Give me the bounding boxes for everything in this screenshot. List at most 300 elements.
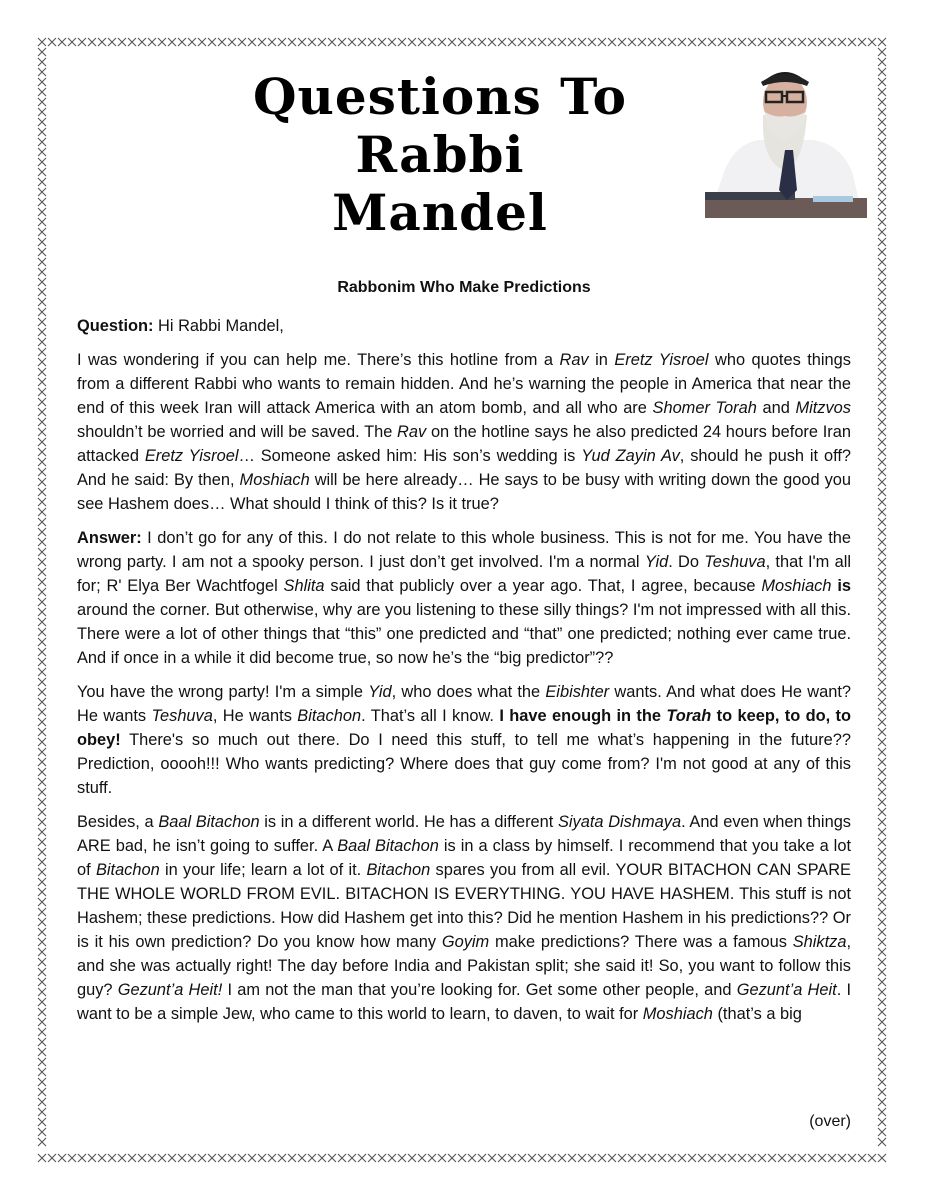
border-stitch xyxy=(878,598,886,606)
border-stitch xyxy=(378,1154,386,1162)
border-stitch xyxy=(688,38,696,46)
emphasized-text: Gezunt’a Heit! xyxy=(117,981,223,999)
border-stitch xyxy=(38,68,46,76)
border-stitch xyxy=(38,1154,46,1162)
border-stitch xyxy=(878,428,886,436)
border-stitch xyxy=(878,368,886,376)
border-stitch xyxy=(878,648,886,656)
border-stitch xyxy=(38,688,46,696)
border-stitch xyxy=(818,38,826,46)
border-stitch xyxy=(838,1154,846,1162)
border-stitch xyxy=(878,588,886,596)
border-stitch xyxy=(228,1154,236,1162)
border-stitch xyxy=(38,788,46,796)
border-stitch xyxy=(878,418,886,426)
rabbi-portrait-icon xyxy=(703,60,869,220)
article-body xyxy=(77,314,851,1036)
border-stitch xyxy=(448,38,456,46)
text-run: , He wants xyxy=(212,707,298,725)
border-stitch xyxy=(178,38,186,46)
border-stitch xyxy=(218,1154,226,1162)
border-stitch xyxy=(38,608,46,616)
border-stitch xyxy=(878,1098,886,1106)
text-run: , who does what the xyxy=(391,683,546,701)
border-stitch xyxy=(518,38,526,46)
emphasized-text: is xyxy=(837,577,851,595)
border-stitch xyxy=(478,1154,486,1162)
border-stitch xyxy=(868,1154,876,1162)
border-stitch xyxy=(878,1068,886,1076)
border-stitch xyxy=(858,1154,866,1162)
border-stitch xyxy=(38,178,46,186)
border-stitch xyxy=(878,658,886,666)
border-stitch xyxy=(38,438,46,446)
text-run: around the corner. But otherwise, why are you listening to these silly things? I'm not impressed with all this. There were a lot of other things that “this” one predicted and “that” one predicted; nothing ever came true. And if once in a while it did become true, so now he’s the “big predictor”?? xyxy=(77,601,851,667)
border-stitch xyxy=(878,138,886,146)
border-stitch xyxy=(878,268,886,276)
border-stitch xyxy=(878,1088,886,1096)
border-stitch xyxy=(38,208,46,216)
emphasized-text: Rav xyxy=(559,351,589,369)
border-stitch xyxy=(38,968,46,976)
border-stitch xyxy=(338,38,346,46)
border-stitch xyxy=(78,38,86,46)
border-stitch xyxy=(878,668,886,676)
page-title xyxy=(200,68,680,242)
emphasized-text: Gezunt’a Heit xyxy=(736,981,837,999)
border-stitch xyxy=(878,118,886,126)
border-stitch xyxy=(878,38,886,46)
text-run: … Someone asked him: His son’s wedding is xyxy=(238,447,582,465)
border-stitch xyxy=(878,558,886,566)
border-stitch xyxy=(458,1154,466,1162)
border-stitch xyxy=(878,888,886,896)
border-stitch xyxy=(878,528,886,536)
border-stitch xyxy=(878,1128,886,1136)
border-stitch xyxy=(548,1154,556,1162)
text-run: . I want to be a simple Jew, who came to this world to learn, to daven, to wait for xyxy=(77,981,851,1023)
border-stitch xyxy=(618,1154,626,1162)
border-stitch xyxy=(88,1154,96,1162)
border-stitch xyxy=(698,1154,706,1162)
border-stitch xyxy=(388,38,396,46)
border-stitch xyxy=(878,278,886,286)
border-stitch xyxy=(38,838,46,846)
border-stitch xyxy=(878,818,886,826)
border-stitch xyxy=(488,1154,496,1162)
border-stitch xyxy=(38,628,46,636)
emphasized-text: Yid xyxy=(368,683,392,701)
border-stitch xyxy=(878,388,886,396)
border-stitch xyxy=(38,338,46,346)
border-stitch xyxy=(148,1154,156,1162)
border-stitch xyxy=(38,318,46,326)
border-stitch xyxy=(268,38,276,46)
text-run: will be here already… He says to be busy with writing down the good you see Hashem does… What should I think of this? Is it true? xyxy=(77,471,851,513)
border-stitch xyxy=(38,188,46,196)
border-stitch xyxy=(38,878,46,886)
border-stitch xyxy=(878,488,886,496)
border-stitch xyxy=(188,1154,196,1162)
emphasized-text: to keep, to do, to obey! xyxy=(77,707,852,749)
border-stitch xyxy=(878,858,886,866)
border-stitch xyxy=(228,38,236,46)
border-stitch xyxy=(38,708,46,716)
answer-paragraph-2 xyxy=(77,680,851,800)
border-stitch xyxy=(58,38,66,46)
border-stitch xyxy=(878,678,886,686)
answer-paragraph-3 xyxy=(77,810,851,1026)
border-stitch xyxy=(878,68,886,76)
border-stitch xyxy=(648,38,656,46)
border-stitch xyxy=(268,1154,276,1162)
border-stitch xyxy=(368,1154,376,1162)
border-stitch xyxy=(878,838,886,846)
border-stitch xyxy=(578,38,586,46)
border-stitch xyxy=(498,38,506,46)
border-stitch xyxy=(278,38,286,46)
border-stitch xyxy=(678,38,686,46)
border-stitch xyxy=(878,1118,886,1126)
border-stitch xyxy=(288,1154,296,1162)
border-stitch xyxy=(38,548,46,556)
border-stitch xyxy=(878,738,886,746)
border-stitch xyxy=(38,108,46,116)
border-stitch xyxy=(38,258,46,266)
border-stitch xyxy=(38,48,46,56)
emphasized-text: Baal Bitachon xyxy=(158,813,260,831)
border-stitch xyxy=(328,38,336,46)
border-stitch xyxy=(38,1108,46,1116)
border-stitch xyxy=(108,1154,116,1162)
border-stitch xyxy=(38,228,46,236)
border-stitch xyxy=(878,258,886,266)
border-stitch xyxy=(38,288,46,296)
border-stitch xyxy=(748,38,756,46)
text-run: make predictions? There was a famous xyxy=(489,933,793,951)
emphasized-text: Baal Bitachon xyxy=(337,837,439,855)
border-stitch xyxy=(878,788,886,796)
text-run: on the hotline says he also predicted 24 hours before Iran attacked xyxy=(77,423,851,465)
text-run: , that I'm all for; R' Elya Ber Wachtfogel xyxy=(77,553,851,595)
border-stitch xyxy=(128,38,136,46)
border-stitch xyxy=(38,378,46,386)
border-stitch xyxy=(38,1128,46,1136)
border-stitch xyxy=(878,1058,886,1066)
border-stitch xyxy=(38,1068,46,1076)
border-stitch xyxy=(38,958,46,966)
border-stitch xyxy=(658,1154,666,1162)
border-stitch xyxy=(718,1154,726,1162)
text-run: Besides, a xyxy=(77,813,159,831)
border-stitch xyxy=(208,1154,216,1162)
border-stitch xyxy=(878,288,886,296)
border-stitch xyxy=(468,1154,476,1162)
border-stitch xyxy=(878,158,886,166)
border-stitch xyxy=(38,468,46,476)
border-stitch xyxy=(358,38,366,46)
border-stitch xyxy=(278,1154,286,1162)
border-stitch xyxy=(878,1018,886,1026)
border-stitch xyxy=(878,1138,886,1146)
border-stitch xyxy=(878,958,886,966)
border-stitch xyxy=(878,748,886,756)
border-stitch xyxy=(58,1154,66,1162)
border-stitch xyxy=(798,38,806,46)
text-run: . Do xyxy=(668,553,705,571)
border-stitch xyxy=(38,758,46,766)
emphasized-text: Moshiach xyxy=(239,471,310,489)
border-stitch xyxy=(678,1154,686,1162)
border-stitch xyxy=(38,1058,46,1066)
border-stitch xyxy=(878,968,886,976)
border-stitch xyxy=(38,918,46,926)
border-stitch xyxy=(878,338,886,346)
border-stitch xyxy=(38,298,46,306)
text-run: , should he push it off? And he said: By then, xyxy=(77,447,851,489)
border-stitch xyxy=(38,198,46,206)
border-stitch xyxy=(628,1154,636,1162)
border-stitch xyxy=(698,38,706,46)
border-stitch xyxy=(878,518,886,526)
border-stitch xyxy=(38,648,46,656)
border-stitch xyxy=(38,168,46,176)
border-stitch xyxy=(38,1078,46,1086)
border-stitch xyxy=(408,38,416,46)
border-stitch xyxy=(568,38,576,46)
border-stitch xyxy=(858,38,866,46)
border-stitch xyxy=(38,808,46,816)
emphasized-text: Bitachon xyxy=(297,707,362,725)
title-line-3: Mandel xyxy=(332,183,548,242)
text-run: I don’t go for any of this. I do not relate to this whole business. This is not for me. You have the wrong party. I am not a spooky person. I just don’t get involved. I'm a normal xyxy=(77,529,851,571)
border-stitch xyxy=(878,798,886,806)
border-stitch xyxy=(568,1154,576,1162)
rabbi-photo xyxy=(703,60,869,220)
border-stitch xyxy=(438,38,446,46)
border-stitch xyxy=(878,768,886,776)
border-stitch xyxy=(308,1154,316,1162)
emphasized-text: Torah xyxy=(666,707,712,725)
border-stitch xyxy=(218,38,226,46)
border-stitch xyxy=(588,1154,596,1162)
title-line-1: Questions To xyxy=(252,67,628,126)
border-stitch xyxy=(658,38,666,46)
border-stitch xyxy=(38,938,46,946)
border-stitch xyxy=(538,38,546,46)
border-stitch xyxy=(878,848,886,856)
border-stitch xyxy=(38,1138,46,1146)
border-stitch xyxy=(38,888,46,896)
border-stitch xyxy=(878,898,886,906)
emphasized-text: Moshiach xyxy=(642,1005,713,1023)
text-run: You have the wrong party! I'm a simple xyxy=(77,683,369,701)
border-stitch xyxy=(878,628,886,636)
border-stitch xyxy=(358,1154,366,1162)
border-stitch xyxy=(198,38,206,46)
border-stitch xyxy=(138,38,146,46)
border-stitch xyxy=(878,208,886,216)
border-stitch xyxy=(878,88,886,96)
border-stitch xyxy=(38,778,46,786)
border-stitch xyxy=(878,98,886,106)
border-stitch xyxy=(308,38,316,46)
border-stitch xyxy=(38,558,46,566)
border-stitch xyxy=(878,1008,886,1016)
border-stitch xyxy=(38,518,46,526)
border-stitch xyxy=(878,548,886,556)
text-run: I was wondering if you can help me. There’s this hotline from a xyxy=(77,351,560,369)
border-stitch xyxy=(538,1154,546,1162)
border-stitch xyxy=(878,1154,886,1162)
border-stitch xyxy=(168,1154,176,1162)
border-stitch xyxy=(708,38,716,46)
border-stitch xyxy=(878,318,886,326)
border-stitch xyxy=(38,498,46,506)
border-stitch xyxy=(628,38,636,46)
border-stitch xyxy=(758,1154,766,1162)
border-stitch xyxy=(508,1154,516,1162)
border-stitch xyxy=(38,908,46,916)
emphasized-text: Mitzvos xyxy=(795,399,851,417)
border-stitch xyxy=(778,38,786,46)
border-stitch xyxy=(588,38,596,46)
border-stitch xyxy=(68,38,76,46)
border-stitch xyxy=(38,898,46,906)
question-greeting-text: Hi Rabbi Mandel, xyxy=(153,317,284,335)
border-stitch xyxy=(38,348,46,356)
emphasized-text: Shlita xyxy=(283,577,325,595)
border-stitch xyxy=(688,1154,696,1162)
border-stitch xyxy=(38,718,46,726)
text-run: spares you from all evil. YOUR BITACHON CAN SPARE THE WHOLE WORLD FROM EVIL. BITACHON IS EVERYTHING. YOU HAVE HASHEM. This stuff is not Hashem; these predictions. How did Hashem get into this? Did he mention Hashem in his predictions?? Or is it his own prediction? Do you know how many xyxy=(77,861,851,951)
border-stitch xyxy=(38,128,46,136)
border-stitch xyxy=(878,508,886,516)
border-stitch xyxy=(368,38,376,46)
border-stitch xyxy=(38,408,46,416)
border-stitch xyxy=(38,978,46,986)
border-stitch xyxy=(38,308,46,316)
border-stitch xyxy=(38,1038,46,1046)
border-stitch xyxy=(38,868,46,876)
border-stitch xyxy=(398,1154,406,1162)
border-stitch xyxy=(38,618,46,626)
question-body xyxy=(77,348,851,516)
border-stitch xyxy=(158,38,166,46)
border-stitch xyxy=(118,38,126,46)
border-stitch xyxy=(878,468,886,476)
text-run: . And even when things ARE bad, he isn’t going to suffer. A xyxy=(77,813,852,855)
border-stitch xyxy=(158,1154,166,1162)
border-stitch xyxy=(878,608,886,616)
border-stitch xyxy=(878,758,886,766)
border-stitch xyxy=(778,1154,786,1162)
border-stitch xyxy=(238,38,246,46)
border-stitch xyxy=(38,528,46,536)
border-stitch xyxy=(878,1038,886,1046)
border-stitch xyxy=(878,448,886,456)
border-stitch xyxy=(38,818,46,826)
border-stitch xyxy=(38,458,46,466)
border-stitch xyxy=(38,948,46,956)
question-greeting xyxy=(77,314,851,338)
border-stitch xyxy=(878,188,886,196)
border-stitch xyxy=(78,1154,86,1162)
border-stitch xyxy=(868,38,876,46)
text-run: is in a class by himself. I recommend that you take a lot of xyxy=(77,837,851,879)
border-stitch xyxy=(38,398,46,406)
border-stitch xyxy=(878,378,886,386)
border-stitch xyxy=(428,1154,436,1162)
border-stitch xyxy=(248,1154,256,1162)
border-stitch xyxy=(418,38,426,46)
border-stitch xyxy=(38,428,46,436)
border-stitch xyxy=(38,478,46,486)
border-stitch xyxy=(788,1154,796,1162)
border-stitch xyxy=(878,638,886,646)
border-stitch xyxy=(878,398,886,406)
border-stitch xyxy=(318,1154,326,1162)
border-stitch xyxy=(38,698,46,706)
border-stitch xyxy=(828,1154,836,1162)
border-stitch xyxy=(378,38,386,46)
border-stitch xyxy=(518,1154,526,1162)
border-stitch xyxy=(248,38,256,46)
border-stitch xyxy=(878,298,886,306)
border-stitch xyxy=(638,1154,646,1162)
border-stitch xyxy=(38,858,46,866)
border-stitch xyxy=(148,38,156,46)
border-stitch xyxy=(38,38,46,46)
emphasized-text: Teshuva xyxy=(151,707,213,725)
border-stitch xyxy=(328,1154,336,1162)
border-stitch xyxy=(38,828,46,836)
border-stitch xyxy=(98,1154,106,1162)
border-stitch xyxy=(488,38,496,46)
border-stitch xyxy=(238,1154,246,1162)
border-stitch xyxy=(38,1098,46,1106)
continued-marker: (over) xyxy=(809,1113,851,1130)
border-stitch xyxy=(38,568,46,576)
border-stitch xyxy=(878,458,886,466)
border-stitch xyxy=(878,698,886,706)
text-run: in xyxy=(588,351,615,369)
answer-label: Answer: xyxy=(77,529,142,547)
border-stitch xyxy=(38,138,46,146)
border-stitch xyxy=(478,38,486,46)
emphasized-text: Rav xyxy=(397,423,427,441)
emphasized-text: Siyata Dishmaya xyxy=(557,813,682,831)
border-stitch xyxy=(38,88,46,96)
border-stitch xyxy=(878,1028,886,1036)
border-stitch xyxy=(508,38,516,46)
border-stitch xyxy=(348,1154,356,1162)
border-stitch xyxy=(878,1048,886,1056)
article-subtitle: Rabbonim Who Make Predictions xyxy=(337,279,591,296)
border-stitch xyxy=(338,1154,346,1162)
border-stitch xyxy=(878,358,886,366)
text-run: There's so much out there. Do I need this stuff, to tell me what’s happening in the future?? Prediction, ooooh!!! Who wants predicting? Where does that guy come from? I'm not good at any of this stuff. xyxy=(77,731,851,797)
border-stitch xyxy=(878,198,886,206)
border-stitch xyxy=(108,38,116,46)
border-stitch xyxy=(878,1108,886,1116)
border-stitch xyxy=(878,168,886,176)
border-stitch xyxy=(38,508,46,516)
border-stitch xyxy=(638,38,646,46)
emphasized-text: Goyim xyxy=(441,933,490,951)
border-stitch xyxy=(878,178,886,186)
border-stitch xyxy=(828,38,836,46)
